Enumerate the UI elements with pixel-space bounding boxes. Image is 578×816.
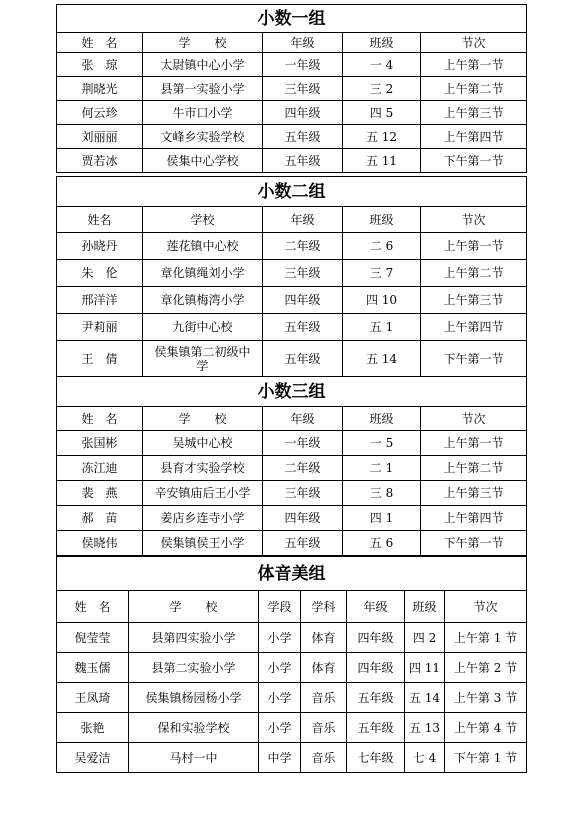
cell-class: 三 2 bbox=[343, 77, 421, 101]
cell-period: 下午第一节 bbox=[421, 149, 527, 173]
header-grade: 年级 bbox=[263, 407, 343, 431]
cell-name: 孙晓丹 bbox=[57, 233, 143, 260]
cell-name: 侯晓伟 bbox=[57, 531, 143, 556]
cell-school: 马村一中 bbox=[129, 743, 259, 773]
cell-period: 上午第 4 节 bbox=[445, 713, 527, 743]
cell-grade: 五年级 bbox=[263, 314, 343, 341]
cell-subject: 音乐 bbox=[301, 683, 347, 713]
header-school: 学 校 bbox=[143, 33, 263, 53]
cell-grade: 四年级 bbox=[263, 101, 343, 125]
cell-grade: 二年级 bbox=[263, 233, 343, 260]
cell-grade: 三年级 bbox=[263, 481, 343, 506]
cell-period: 上午第三节 bbox=[421, 287, 527, 314]
cell-stage: 小学 bbox=[259, 623, 301, 653]
cell-grade: 五年级 bbox=[263, 531, 343, 556]
cell-class: 七 4 bbox=[405, 743, 445, 773]
cell-class: 五 13 bbox=[405, 713, 445, 743]
cell-period: 上午第一节 bbox=[421, 233, 527, 260]
cell-class: 五 6 bbox=[343, 531, 421, 556]
cell-class: 三 8 bbox=[343, 481, 421, 506]
cell-class: 五 1 bbox=[343, 314, 421, 341]
cell-class: 四 1 bbox=[343, 506, 421, 531]
header-period: 节次 bbox=[445, 591, 527, 623]
cell-period: 上午第四节 bbox=[421, 125, 527, 149]
cell-name: 魏玉儒 bbox=[57, 653, 129, 683]
header-name: 姓 名 bbox=[57, 591, 129, 623]
table-row bbox=[57, 743, 527, 773]
cell-school: 辛安镇庙后王小学 bbox=[143, 481, 263, 506]
cell-name: 王凤琦 bbox=[57, 683, 129, 713]
cell-name: 荆晓光 bbox=[57, 77, 143, 101]
cell-stage: 中学 bbox=[259, 743, 301, 773]
table-row bbox=[57, 506, 527, 531]
cell-grade: 一年级 bbox=[263, 431, 343, 456]
cell-period: 上午第 1 节 bbox=[445, 623, 527, 653]
cell-grade: 五年级 bbox=[263, 341, 343, 377]
group-4-section bbox=[56, 556, 526, 773]
cell-period: 上午第 3 节 bbox=[445, 683, 527, 713]
table-row bbox=[57, 125, 527, 149]
cell-class: 五 14 bbox=[343, 341, 421, 377]
header-name: 姓 名 bbox=[57, 407, 143, 431]
table-row bbox=[57, 653, 527, 683]
cell-period: 上午第二节 bbox=[421, 456, 527, 481]
cell-school: 县第四实验小学 bbox=[129, 623, 259, 653]
cell-period: 上午第四节 bbox=[421, 314, 527, 341]
cell-school: 姜店乡连寺小学 bbox=[143, 506, 263, 531]
table-row bbox=[57, 713, 527, 743]
group-3-table bbox=[56, 376, 527, 556]
header-grade: 年级 bbox=[263, 33, 343, 53]
cell-subject: 体育 bbox=[301, 653, 347, 683]
table-row bbox=[57, 623, 527, 653]
table-row bbox=[57, 456, 527, 481]
cell-class: 四 2 bbox=[405, 623, 445, 653]
table-row bbox=[57, 481, 527, 506]
cell-name: 倪莹莹 bbox=[57, 623, 129, 653]
cell-grade: 五年级 bbox=[263, 125, 343, 149]
cell-period: 上午第三节 bbox=[421, 101, 527, 125]
cell-school: 章化镇梅湾小学 bbox=[143, 287, 263, 314]
table-row bbox=[57, 77, 527, 101]
table-row bbox=[57, 341, 527, 377]
table-row bbox=[57, 260, 527, 287]
group-2-table bbox=[56, 176, 527, 377]
table-row bbox=[57, 431, 527, 456]
cell-class: 五 11 bbox=[343, 149, 421, 173]
table-row bbox=[57, 314, 527, 341]
cell-name: 王 倩 bbox=[57, 341, 143, 377]
group-title: 体音美组 bbox=[57, 557, 527, 591]
cell-class: 一 4 bbox=[343, 53, 421, 77]
table-row bbox=[57, 101, 527, 125]
cell-name: 邢洋洋 bbox=[57, 287, 143, 314]
cell-grade: 五年级 bbox=[347, 713, 405, 743]
cell-class: 五 12 bbox=[343, 125, 421, 149]
header-school: 学 校 bbox=[143, 407, 263, 431]
cell-name: 裴 燕 bbox=[57, 481, 143, 506]
table-row bbox=[57, 149, 527, 173]
group-2-section bbox=[56, 176, 526, 377]
cell-name: 张 琼 bbox=[57, 53, 143, 77]
cell-name: 冻江迪 bbox=[57, 456, 143, 481]
table-row bbox=[57, 233, 527, 260]
cell-subject: 音乐 bbox=[301, 713, 347, 743]
table-row bbox=[57, 53, 527, 77]
cell-name: 朱 伦 bbox=[57, 260, 143, 287]
cell-grade: 一年级 bbox=[263, 53, 343, 77]
header-period: 节次 bbox=[421, 33, 527, 53]
header-class: 班级 bbox=[343, 207, 421, 233]
cell-school: 县第一实验小学 bbox=[143, 77, 263, 101]
cell-school: 侯集中心学校 bbox=[143, 149, 263, 173]
header-period: 节次 bbox=[421, 407, 527, 431]
cell-period: 上午第一节 bbox=[421, 431, 527, 456]
cell-class: 四 5 bbox=[343, 101, 421, 125]
cell-class: 二 6 bbox=[343, 233, 421, 260]
cell-stage: 小学 bbox=[259, 683, 301, 713]
cell-stage: 小学 bbox=[259, 713, 301, 743]
cell-grade: 三年级 bbox=[263, 260, 343, 287]
cell-name: 张国彬 bbox=[57, 431, 143, 456]
cell-school: 文峰乡实验学校 bbox=[143, 125, 263, 149]
group-1-section bbox=[56, 4, 526, 173]
cell-name: 刘丽丽 bbox=[57, 125, 143, 149]
cell-name: 吴爱洁 bbox=[57, 743, 129, 773]
header-class: 班级 bbox=[343, 407, 421, 431]
header-subject: 学科 bbox=[301, 591, 347, 623]
cell-class: 五 14 bbox=[405, 683, 445, 713]
cell-grade: 二年级 bbox=[263, 456, 343, 481]
cell-stage: 小学 bbox=[259, 653, 301, 683]
group-title: 小数一组 bbox=[57, 5, 527, 33]
cell-grade: 四年级 bbox=[347, 653, 405, 683]
group-3-section bbox=[56, 376, 526, 556]
cell-class: 四 10 bbox=[343, 287, 421, 314]
cell-grade: 七年级 bbox=[347, 743, 405, 773]
cell-school: 莲花镇中心校 bbox=[143, 233, 263, 260]
cell-period: 下午第 1 节 bbox=[445, 743, 527, 773]
header-grade: 年级 bbox=[263, 207, 343, 233]
group-title: 小数三组 bbox=[57, 377, 527, 407]
group-1-table bbox=[56, 4, 527, 173]
header-name: 姓 名 bbox=[57, 33, 143, 53]
cell-school: 侯集镇侯王小学 bbox=[143, 531, 263, 556]
cell-subject: 体育 bbox=[301, 623, 347, 653]
cell-grade: 四年级 bbox=[347, 623, 405, 653]
cell-name: 尹莉丽 bbox=[57, 314, 143, 341]
cell-school: 九街中心校 bbox=[143, 314, 263, 341]
cell-school: 太尉镇中心小学 bbox=[143, 53, 263, 77]
table-row bbox=[57, 683, 527, 713]
cell-name: 贾若冰 bbox=[57, 149, 143, 173]
cell-school: 保和实验学校 bbox=[129, 713, 259, 743]
cell-grade: 三年级 bbox=[263, 77, 343, 101]
table-row bbox=[57, 287, 527, 314]
cell-class: 一 5 bbox=[343, 431, 421, 456]
cell-period: 上午第 2 节 bbox=[445, 653, 527, 683]
cell-school: 侯集镇第二初级中学 bbox=[143, 341, 263, 377]
group-title: 小数二组 bbox=[57, 177, 527, 207]
cell-school: 县育才实验学校 bbox=[143, 456, 263, 481]
cell-school: 县第二实验小学 bbox=[129, 653, 259, 683]
table-row bbox=[57, 531, 527, 556]
cell-school: 侯集镇杨园杨小学 bbox=[129, 683, 259, 713]
cell-name: 何云珍 bbox=[57, 101, 143, 125]
header-name: 姓名 bbox=[57, 207, 143, 233]
cell-period: 上午第三节 bbox=[421, 481, 527, 506]
cell-period: 上午第一节 bbox=[421, 53, 527, 77]
cell-class: 二 1 bbox=[343, 456, 421, 481]
cell-school: 牛市口小学 bbox=[143, 101, 263, 125]
cell-school: 吴城中心校 bbox=[143, 431, 263, 456]
header-school: 学 校 bbox=[129, 591, 259, 623]
header-grade: 年级 bbox=[347, 591, 405, 623]
cell-grade: 四年级 bbox=[263, 506, 343, 531]
header-school: 学校 bbox=[143, 207, 263, 233]
cell-subject: 音乐 bbox=[301, 743, 347, 773]
cell-period: 下午第一节 bbox=[421, 341, 527, 377]
header-stage: 学段 bbox=[259, 591, 301, 623]
cell-name: 郝 苗 bbox=[57, 506, 143, 531]
cell-period: 下午第一节 bbox=[421, 531, 527, 556]
cell-name: 张艳 bbox=[57, 713, 129, 743]
cell-period: 上午第四节 bbox=[421, 506, 527, 531]
cell-grade: 五年级 bbox=[263, 149, 343, 173]
cell-period: 上午第二节 bbox=[421, 260, 527, 287]
cell-grade: 四年级 bbox=[263, 287, 343, 314]
header-class: 班级 bbox=[343, 33, 421, 53]
cell-class: 三 7 bbox=[343, 260, 421, 287]
group-4-table bbox=[56, 556, 527, 773]
cell-school: 章化镇绳刘小学 bbox=[143, 260, 263, 287]
header-class: 班级 bbox=[405, 591, 445, 623]
cell-class: 四 11 bbox=[405, 653, 445, 683]
cell-period: 上午第二节 bbox=[421, 77, 527, 101]
header-period: 节次 bbox=[421, 207, 527, 233]
cell-grade: 五年级 bbox=[347, 683, 405, 713]
